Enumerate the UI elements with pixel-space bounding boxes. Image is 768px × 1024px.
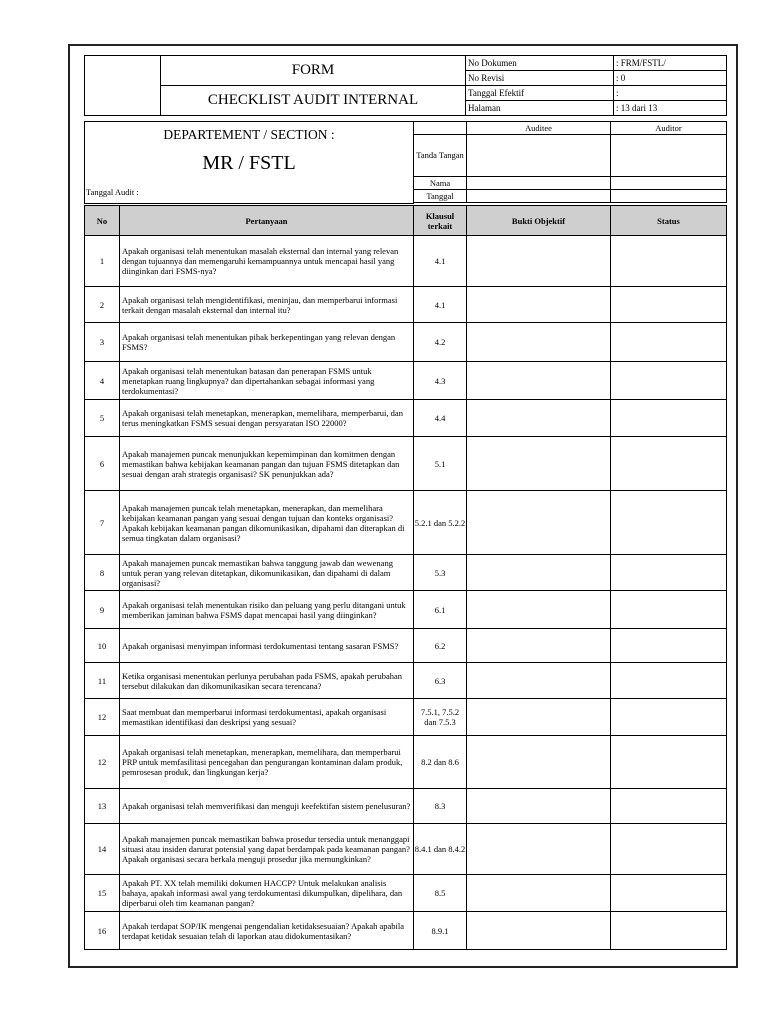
table-row	[85, 629, 727, 663]
department-label: DEPARTEMENT / SECTION :	[163, 127, 335, 142]
auditor-date[interactable]	[611, 190, 727, 203]
klausul-ref: 8.3	[414, 789, 467, 824]
status-cell[interactable]	[611, 789, 727, 824]
nama-label: Nama	[414, 177, 467, 190]
status-cell[interactable]	[611, 323, 727, 362]
form-label: FORM	[161, 56, 466, 86]
row-number: 5	[85, 400, 120, 437]
question-text: Apakah manajemen puncak memastikan bahwa tanggung jawab dan wewenang untuk peran yang relevan ditetapkan, dikomunikasikan, dan dipahami di dalam organisasi?	[120, 555, 414, 591]
klausul-ref: 5.3	[414, 555, 467, 591]
auditee-signature[interactable]	[467, 135, 611, 177]
klausul-ref: 5.2.1 dan 5.2.2	[414, 491, 467, 555]
department-cell	[85, 122, 414, 204]
bukti-objektif-cell[interactable]	[467, 437, 611, 491]
auditee-date[interactable]	[467, 190, 611, 203]
status-cell[interactable]	[611, 824, 727, 875]
table-row	[85, 287, 727, 323]
no-dokumen-label: No Dokumen	[466, 56, 614, 71]
bukti-objektif-cell[interactable]	[467, 287, 611, 323]
form-title: CHECKLIST AUDIT INTERNAL	[161, 86, 466, 116]
status-cell[interactable]	[611, 362, 727, 400]
auditor-signature[interactable]	[611, 135, 727, 177]
bukti-objektif-cell[interactable]	[467, 323, 611, 362]
klausul-ref: 4.1	[414, 287, 467, 323]
question-text: Apakah organisasi telah menetapkan, menerapkan, memelihara, dan memperbarui PRP untuk memfasilitasi pencegahan dan pengurangan kontaminan dalam produk, pemrosesan produk, dan lingkungan kerja?	[120, 736, 414, 789]
table-row	[85, 824, 727, 875]
col-header-no: No	[85, 206, 120, 236]
table-row	[85, 736, 727, 789]
status-cell[interactable]	[611, 236, 727, 287]
question-text: Apakah organisasi telah menentukan batasan dan penerapan FSMS untuk menetapkan ruang lingkupnya? dan dipertahankan sebagai informasi yang terdokumentasi?	[120, 362, 414, 400]
question-text: Apakah organisasi menyimpan informasi terdokumentasi tentang sasaran FSMS?	[120, 629, 414, 663]
row-number: 16	[85, 912, 120, 950]
status-cell[interactable]	[611, 437, 727, 491]
table-row	[85, 437, 727, 491]
checklist-body	[85, 236, 727, 950]
row-number: 11	[85, 663, 120, 699]
klausul-ref: 8.4.1 dan 8.4.2	[414, 824, 467, 875]
table-row	[85, 875, 727, 912]
logo-area	[85, 56, 161, 116]
bukti-objektif-cell[interactable]	[467, 736, 611, 789]
bukti-objektif-cell[interactable]	[467, 875, 611, 912]
col-header-bukti: Bukti Objektif	[467, 206, 611, 236]
row-number: 14	[85, 824, 120, 875]
auditor-name[interactable]	[611, 177, 727, 190]
tanda-tangan-label: Tanda Tangan	[414, 135, 467, 177]
klausul-ref: 4.1	[414, 236, 467, 287]
row-number: 8	[85, 555, 120, 591]
row-number: 3	[85, 323, 120, 362]
row-number: 2	[85, 287, 120, 323]
question-text: Apakah organisasi telah menentukan masalah eksternal dan internal yang relevan dengan tujuannya dan memengaruhi kemampuannya untuk mencapai hasil yang diinginkan dari FSMS-nya?	[120, 236, 414, 287]
table-row	[85, 591, 727, 629]
no-dokumen-value: : FRM/FSTL/	[614, 56, 727, 71]
row-number: 12	[85, 699, 120, 736]
status-cell[interactable]	[611, 400, 727, 437]
row-number: 1	[85, 236, 120, 287]
question-text: Apakah manajemen puncak menunjukkan kepemimpinan dan komitmen dengan memastikan bahwa kebijakan keamanan pangan dan tujuan FSMS ditetapkan dan sesuai dengan arah strategis organisasi? SK penunjukkan ada?	[120, 437, 414, 491]
table-row	[85, 663, 727, 699]
bukti-objektif-cell[interactable]	[467, 629, 611, 663]
question-text: Ketika organisasi menentukan perlunya perubahan pada FSMS, apakah perubahan tersebut dilakukan dan dikomunikasikan secara terencana?	[120, 663, 414, 699]
klausul-ref: 4.2	[414, 323, 467, 362]
status-cell[interactable]	[611, 491, 727, 555]
status-cell[interactable]	[611, 663, 727, 699]
bukti-objektif-cell[interactable]	[467, 491, 611, 555]
klausul-ref: 6.1	[414, 591, 467, 629]
klausul-ref: 6.2	[414, 629, 467, 663]
question-text: Apakah organisasi telah memverifikasi dan menguji keefektifan sistem penelusuran?	[120, 789, 414, 824]
row-number: 15	[85, 875, 120, 912]
klausul-ref: 6.3	[414, 663, 467, 699]
bukti-objektif-cell[interactable]	[467, 236, 611, 287]
question-text: Saat membuat dan memperbarui informasi terdokumentasi, apakah organisasi memastikan identifikasi dan deskripsi yang sesuai?	[120, 699, 414, 736]
bukti-objektif-cell[interactable]	[467, 591, 611, 629]
row-number: 6	[85, 437, 120, 491]
no-revisi-value: : 0	[614, 71, 727, 86]
bukti-objektif-cell[interactable]	[467, 789, 611, 824]
table-row	[85, 912, 727, 950]
table-row	[85, 236, 727, 287]
status-cell[interactable]	[611, 555, 727, 591]
question-text: Apakah terdapat SOP/IK mengenai pengendalian ketidaksesuaian? Apakah apabila terdapat ketidak sesuaian telah di laporkan atau didokumentasikan?	[120, 912, 414, 950]
checklist-table	[84, 205, 727, 950]
klausul-ref: 8.9.1	[414, 912, 467, 950]
question-text: Apakah organisasi telah menetapkan, menerapkan, memelihara, memperbarui, dan terus meningkatkan FSMS sesuai dengan persyaratan ISO 22000?	[120, 400, 414, 437]
question-text: Apakah manajemen puncak telah menetapkan, menerapkan, dan memelihara kebijakan keamanan pangan yang sesuai dengan tujuan dan konteks organisasi? Apakah kebijakan keamanan pangan dikomunikasikan, dipahami dan diterapkan di semua tingkatan dalam organisasi?	[120, 491, 414, 555]
question-text: Apakah manajemen puncak memastikan bahwa prosedur tersedia untuk menanggapi situasi atau insiden darurat potensial yang dapat berdampak pada keamanan pangan? Apakah organisasi secara berkala menguji prosedur jika memungkinkan?	[120, 824, 414, 875]
table-row	[85, 789, 727, 824]
status-cell[interactable]	[611, 591, 727, 629]
table-row	[85, 491, 727, 555]
row-number: 7	[85, 491, 120, 555]
klausul-ref: 8.2 dan 8.6	[414, 736, 467, 789]
col-header-klausul: Klausul terkait	[414, 206, 467, 236]
document-header	[84, 55, 727, 116]
auditor-label: Auditor	[611, 122, 727, 135]
table-row	[85, 362, 727, 400]
col-header-status: Status	[611, 206, 727, 236]
klausul-ref: 4.4	[414, 400, 467, 437]
status-cell[interactable]	[611, 736, 727, 789]
bukti-objektif-cell[interactable]	[467, 555, 611, 591]
bukti-objektif-cell[interactable]	[467, 912, 611, 950]
bukti-objektif-cell[interactable]	[467, 400, 611, 437]
question-text: Apakah organisasi telah mengidentifikasi, meninjau, dan memperbarui informasi terkait dengan masalah eksternal dan internal itu?	[120, 287, 414, 323]
bukti-objektif-cell[interactable]	[467, 699, 611, 736]
klausul-ref: 7.5.1, 7.5.2 dan 7.5.3	[414, 699, 467, 736]
tanggal-label: Tanggal	[414, 190, 467, 203]
no-revisi-label: No Revisi	[466, 71, 614, 86]
table-row	[85, 699, 727, 736]
row-number: 4	[85, 362, 120, 400]
table-row	[85, 555, 727, 591]
status-cell[interactable]	[611, 912, 727, 950]
question-text: Apakah organisasi telah menentukan risiko dan peluang yang perlu ditangani untuk memberikan jaminan bahwa FSMS dapat mencapai hasil yang diinginkan?	[120, 591, 414, 629]
table-row	[85, 323, 727, 362]
col-header-pertanyaan: Pertanyaan	[120, 206, 414, 236]
bukti-objektif-cell[interactable]	[467, 663, 611, 699]
tanggal-audit-label: Tanggal Audit :	[86, 187, 139, 197]
table-row	[85, 400, 727, 437]
klausul-ref: 5.1	[414, 437, 467, 491]
status-cell[interactable]	[611, 875, 727, 912]
halaman-value: : 13 dari 13	[614, 101, 727, 116]
status-cell[interactable]	[611, 699, 727, 736]
tanggal-efektif-value: :	[614, 86, 727, 101]
row-number: 12	[85, 736, 120, 789]
question-text: Apakah organisasi telah menentukan pihak berkepentingan yang relevan dengan FSMS?	[120, 323, 414, 362]
status-cell[interactable]	[611, 629, 727, 663]
row-number: 9	[85, 591, 120, 629]
halaman-label: Halaman	[466, 101, 614, 116]
question-text: Apakah PT. XX telah memiliki dokumen HACCP? Untuk melakukan analisis bahaya, apakah informasi awal yang terdokumentasi dikumpulkan, dipelihara, dan diperbarui oleh tim keamanan pangan?	[120, 875, 414, 912]
bukti-objektif-cell[interactable]	[467, 362, 611, 400]
department-name: MR / FSTL	[202, 152, 296, 174]
row-number: 10	[85, 629, 120, 663]
klausul-ref: 4.3	[414, 362, 467, 400]
section-block	[84, 121, 727, 204]
row-number: 13	[85, 789, 120, 824]
bukti-objektif-cell[interactable]	[467, 824, 611, 875]
status-cell[interactable]	[611, 287, 727, 323]
auditee-name[interactable]	[467, 177, 611, 190]
klausul-ref: 8.5	[414, 875, 467, 912]
tanggal-efektif-label: Tanggal Efektif	[466, 86, 614, 101]
auditee-label: Auditee	[467, 122, 611, 135]
